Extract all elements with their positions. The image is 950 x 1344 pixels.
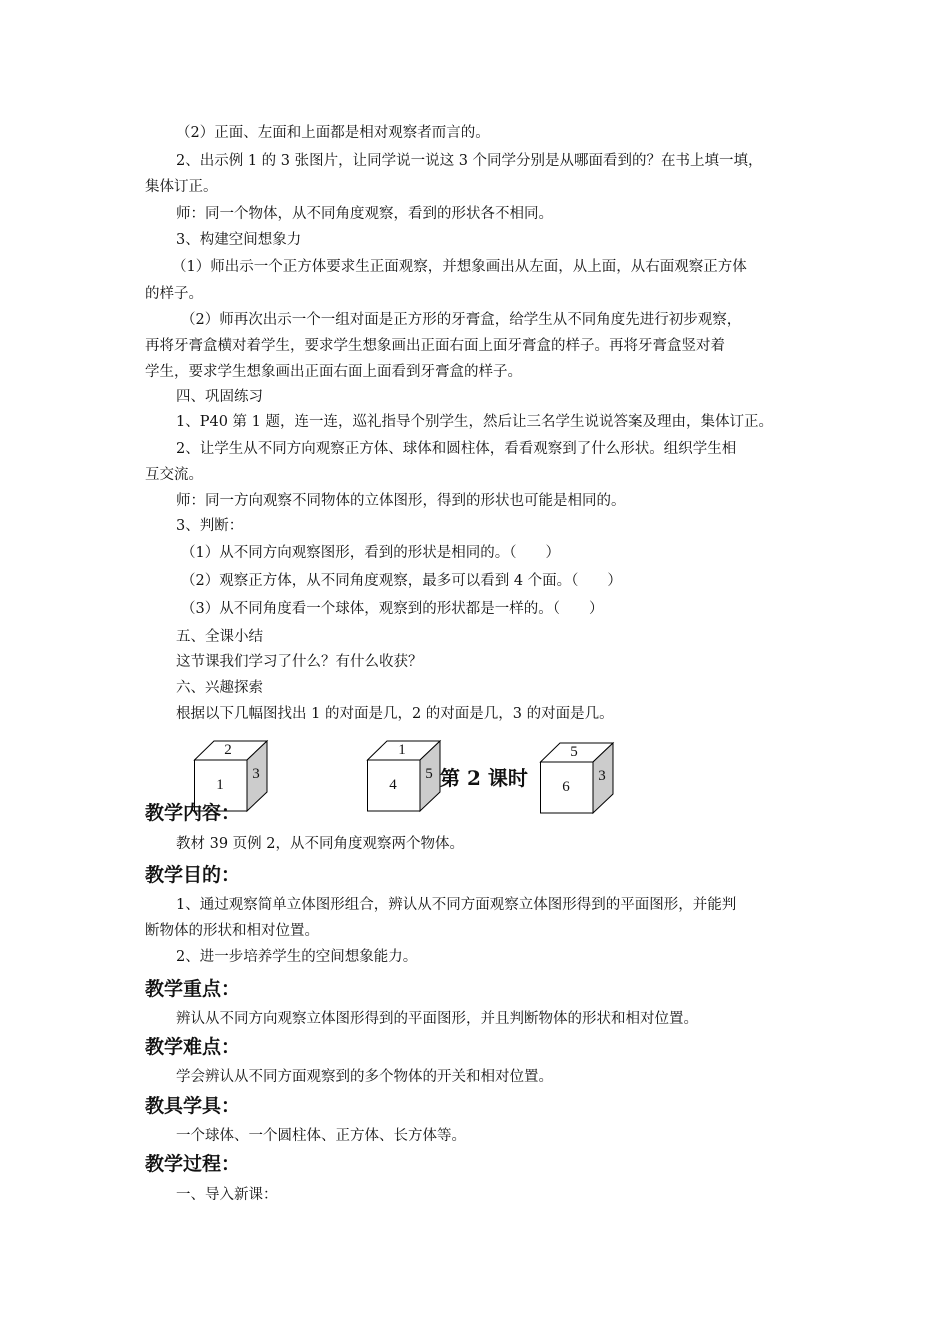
cube-figure-3 [540,742,620,816]
lesson-title: 第 2 课时 [440,766,528,790]
paragraph: 学生，要求学生想象画出正面右面上面看到牙膏盒的样子。 [145,364,522,380]
paragraph: 师：同一方向观察不同物体的立体图形，得到的形状也可能是相同的。 [176,493,626,509]
cube-figure-2 [367,740,447,814]
paragraph: 学会辨认从不同方面观察到的多个物体的开关和相对位置。 [176,1069,553,1085]
cube-right-number: 5 [425,766,433,782]
paragraph: 五、全课小结 [176,629,263,645]
paragraph: （3）从不同角度看一个球体，观察到的形状都是一样的。（ ） [181,601,604,617]
paragraph: 2、让学生从不同方向观察正方体、球体和圆柱体，看看观察到了什么形状。组织学生相 [176,441,737,457]
paragraph: （2）观察正方体，从不同角度观察，最多可以看到 4 个面。（ ） [181,573,622,589]
cube-top-number: 2 [224,742,232,758]
section-heading-key-points: 教学重点： [145,978,241,1000]
section-heading-goals: 教学目的： [145,864,241,886]
paragraph: 辨认从不同方向观察立体图形得到的平面图形，并且判断物体的形状和相对位置。 [176,1011,698,1027]
paragraph: 教材 39 页例 2，从不同角度观察两个物体。 [176,836,465,852]
cube-front-number: 4 [389,777,397,793]
paragraph: 四、巩固练习 [176,389,263,405]
paragraph: 断物体的形状和相对位置。 [145,923,319,939]
section-heading-content: 教学内容： [145,802,241,824]
cube-right-number: 3 [598,768,606,784]
cube-front-number: 1 [216,777,224,793]
paragraph: 3、构建空间想象力 [176,232,302,248]
paragraph: 1、通过观察简单立体图形组合，辨认从不同方面观察立体图形得到的平面图形，并能判 [176,897,737,913]
paragraph: （2）师再次出示一个一组对面是正方形的牙膏盒，给学生从不同角度先进行初步观察， [181,312,742,328]
paragraph: 师：同一个物体，从不同角度观察，看到的形状各不相同。 [176,206,553,222]
paragraph: 互交流。 [145,467,203,483]
section-heading-process: 教学过程： [145,1153,241,1175]
paragraph: 根据以下几幅图找出 1 的对面是几，2 的对面是几，3 的对面是几。 [176,706,614,722]
section-heading-difficulties: 教学难点： [145,1036,241,1058]
paragraph: 2、出示例 1 的 3 张图片，让同学说一说这 3 个同学分别是从哪面看到的？在书上填一填， [176,153,763,169]
paragraph: 这节课我们学习了什么？有什么收获？ [176,654,423,670]
cube-front-number: 6 [562,779,570,795]
paragraph: 一个球体、一个圆柱体、正方体、长方体等。 [176,1128,466,1144]
paragraph: 再将牙膏盒横对着学生，要求学生想象画出正面右面上面牙膏盒的样子。再将牙膏盒竖对着 [145,338,725,354]
paragraph: 六、兴趣探索 [176,680,263,696]
paragraph: 的样子。 [145,286,203,302]
paragraph: （2）正面、左面和上面都是相对观察者而言的。 [176,125,490,141]
cube-top-number: 5 [570,744,578,760]
paragraph: 集体订正。 [145,179,218,195]
paragraph: （1）师出示一个正方体要求生正面观察，并想象画出从左面，从上面，从右面观察正方体 [172,259,747,275]
paragraph: （1）从不同方向观察图形，看到的形状是相同的。（ ） [181,545,560,561]
section-heading-tools: 教具学具： [145,1095,241,1117]
paragraph: 3、判断： [176,518,244,534]
cube-right-number: 3 [252,766,260,782]
paragraph: 1、P40 第 1 题，连一连，巡礼指导个别学生，然后让三名学生说说答案及理由，集体订正。 [176,414,773,430]
paragraph: 一、导入新课： [176,1187,278,1203]
paragraph: 2、进一步培养学生的空间想象能力。 [176,949,418,965]
cube-top-number: 1 [398,742,406,758]
